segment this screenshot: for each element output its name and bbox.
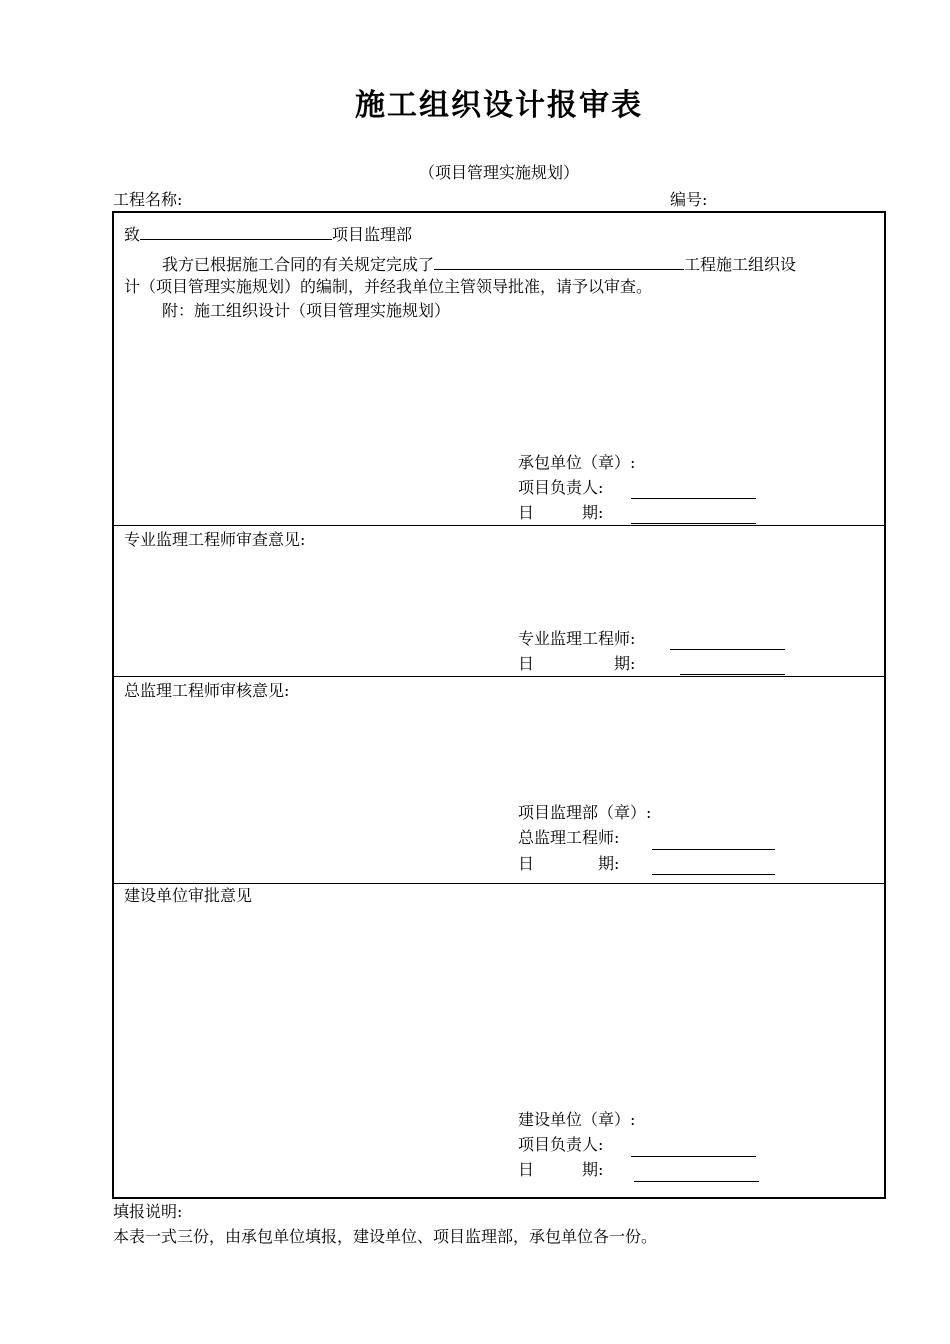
date-blank-2[interactable] bbox=[680, 673, 785, 675]
to-prefix: 致 bbox=[124, 225, 141, 244]
chief-engineer-label: 总监理工程师: bbox=[518, 828, 620, 847]
specialist-review-section bbox=[114, 526, 884, 677]
specialist-engineer-blank[interactable] bbox=[670, 648, 785, 650]
project-manager-blank[interactable] bbox=[631, 497, 756, 499]
page-subtitle: （项目管理实施规划） bbox=[418, 163, 579, 182]
notes-body: 本表一式三份，由承包单位填报，建设单位、项目监理部，承包单位各一份。 bbox=[113, 1227, 658, 1246]
specialist-engineer-label: 专业监理工程师: bbox=[518, 629, 636, 648]
project-manager-label: 项目负责人: bbox=[518, 478, 604, 497]
owner-manager-label: 项目负责人: bbox=[518, 1135, 604, 1154]
owner-approval-section bbox=[114, 884, 884, 1197]
owner-approval-heading: 建设单位审批意见 bbox=[124, 886, 253, 905]
submission-section bbox=[114, 213, 884, 526]
number-label: 编号: bbox=[670, 190, 708, 209]
body-line-2: 计（项目管理实施规划）的编制，并经我单位主管领导批准，请予以审查。 bbox=[124, 277, 653, 296]
specialist-review-heading: 专业监理工程师审查意见: bbox=[124, 530, 306, 549]
date-label-3: 日 期: bbox=[518, 854, 620, 873]
date-label-4: 日 期: bbox=[518, 1160, 604, 1179]
date-label-1: 日 期: bbox=[518, 503, 604, 522]
addressee-blank[interactable] bbox=[140, 223, 332, 240]
date-blank-1[interactable] bbox=[631, 522, 756, 524]
date-blank-3[interactable] bbox=[652, 873, 775, 875]
addressee-line bbox=[124, 223, 412, 245]
attachment-line: 附：施工组织设计（项目管理实施规划） bbox=[162, 301, 451, 320]
owner-seal-label: 建设单位（章）: bbox=[518, 1110, 636, 1129]
chief-review-section bbox=[114, 677, 884, 884]
page-title: 施工组织设计报审表 bbox=[355, 88, 643, 123]
review-form bbox=[112, 211, 886, 1199]
supervision-seal-label: 项目监理部（章）: bbox=[518, 803, 652, 822]
owner-manager-blank[interactable] bbox=[631, 1155, 756, 1157]
date-label-2: 日 期: bbox=[518, 654, 636, 673]
chief-engineer-blank[interactable] bbox=[652, 848, 775, 850]
body-part2: 工程施工组织设 bbox=[684, 255, 797, 274]
notes-title: 填报说明: bbox=[113, 1202, 183, 1221]
body-line-1 bbox=[162, 253, 796, 275]
chief-review-heading: 总监理工程师审核意见: bbox=[124, 681, 290, 700]
date-blank-4[interactable] bbox=[634, 1180, 759, 1182]
project-blank[interactable] bbox=[434, 253, 684, 270]
body-part1: 我方已根据施工合同的有关规定完成了 bbox=[162, 255, 435, 274]
to-suffix: 项目监理部 bbox=[332, 225, 413, 244]
contractor-seal-label: 承包单位（章）: bbox=[518, 453, 636, 472]
project-name-label: 工程名称: bbox=[113, 190, 183, 209]
